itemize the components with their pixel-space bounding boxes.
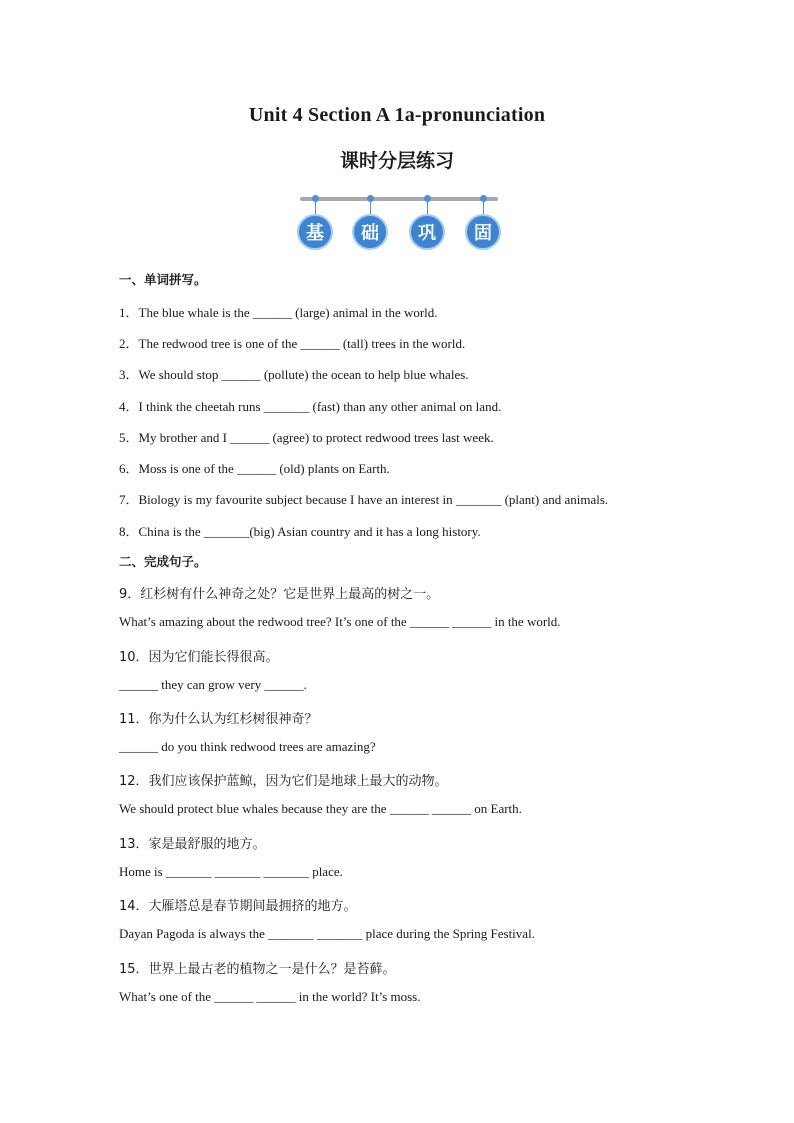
question-line: 4．I think the cheetah runs _______ (fast) than any other animal on land. xyxy=(119,399,502,414)
badge-circle: 固 xyxy=(465,214,501,250)
document-title: Unit 4 Section A 1a-pronunciation xyxy=(248,104,546,126)
badge-stem xyxy=(370,201,371,215)
question-line: We should protect blue whales because they are the ______ ______ on Earth. xyxy=(119,801,522,816)
question-prompt: 14．大雁塔总是春节期间最拥挤的地方。 xyxy=(119,899,357,914)
question-line: What’s one of the ______ ______ in the world? It’s moss. xyxy=(119,989,421,1004)
question-line: 6．Moss is one of the ______ (old) plants on Earth. xyxy=(119,461,390,476)
question-line: 3．We should stop ______ (pollute) the ocean to help blue whales. xyxy=(119,367,469,382)
question-line: 7．Biology is my favourite subject because I have an interest in _______ (plant) and animals. xyxy=(119,492,609,507)
question-prompt: 9．红杉树有什么神奇之处？它是世界上最高的树之一。 xyxy=(119,587,440,602)
question-prompt: 12．我们应该保护蓝鲸，因为它们是地球上最大的动物。 xyxy=(119,774,448,789)
badge-item xyxy=(408,192,448,254)
question-line: What’s amazing about the redwood tree? It’s one of the ______ ______ in the world. xyxy=(119,614,561,629)
badge-stem xyxy=(483,201,484,215)
question-line: 5．My brother and I ______ (agree) to protect redwood trees last week. xyxy=(119,430,494,445)
question-line: ______ do you think redwood trees are amazing? xyxy=(119,739,376,754)
level-badge-group xyxy=(296,192,502,254)
badge-item xyxy=(351,192,391,254)
badge-item xyxy=(296,192,336,254)
question-line: Home is _______ _______ _______ place. xyxy=(119,864,343,879)
question-prompt: 13．家是最舒服的地方。 xyxy=(119,837,266,852)
question-line: 8．China is the _______(big) Asian country and it has a long history. xyxy=(119,524,481,539)
badge-stem xyxy=(427,201,428,215)
badge-circle: 基 xyxy=(297,214,333,250)
section-heading: 二、完成句子。 xyxy=(119,554,207,569)
question-prompt: 10．因为它们能长得很高。 xyxy=(119,650,279,665)
question-prompt: 11．你为什么认为红杉树很神奇？ xyxy=(119,712,318,727)
question-line: 2．The redwood tree is one of the ______ (tall) trees in the world. xyxy=(119,336,466,351)
question-prompt: 15．世界上最古老的植物之一是什么？是苔藓。 xyxy=(119,962,396,977)
badge-stem xyxy=(315,201,316,215)
section-heading: 一、单词拼写。 xyxy=(119,272,207,287)
badge-circle: 础 xyxy=(352,214,388,250)
question-line: Dayan Pagoda is always the _______ _______ place during the Spring Festival. xyxy=(119,926,535,941)
question-line: 1．The blue whale is the ______ (large) animal in the world. xyxy=(119,305,438,320)
badge-item xyxy=(464,192,504,254)
document-subtitle: 课时分层练习 xyxy=(339,150,454,172)
question-line: ______ they can grow very ______. xyxy=(119,677,307,692)
badge-circle: 巩 xyxy=(409,214,445,250)
